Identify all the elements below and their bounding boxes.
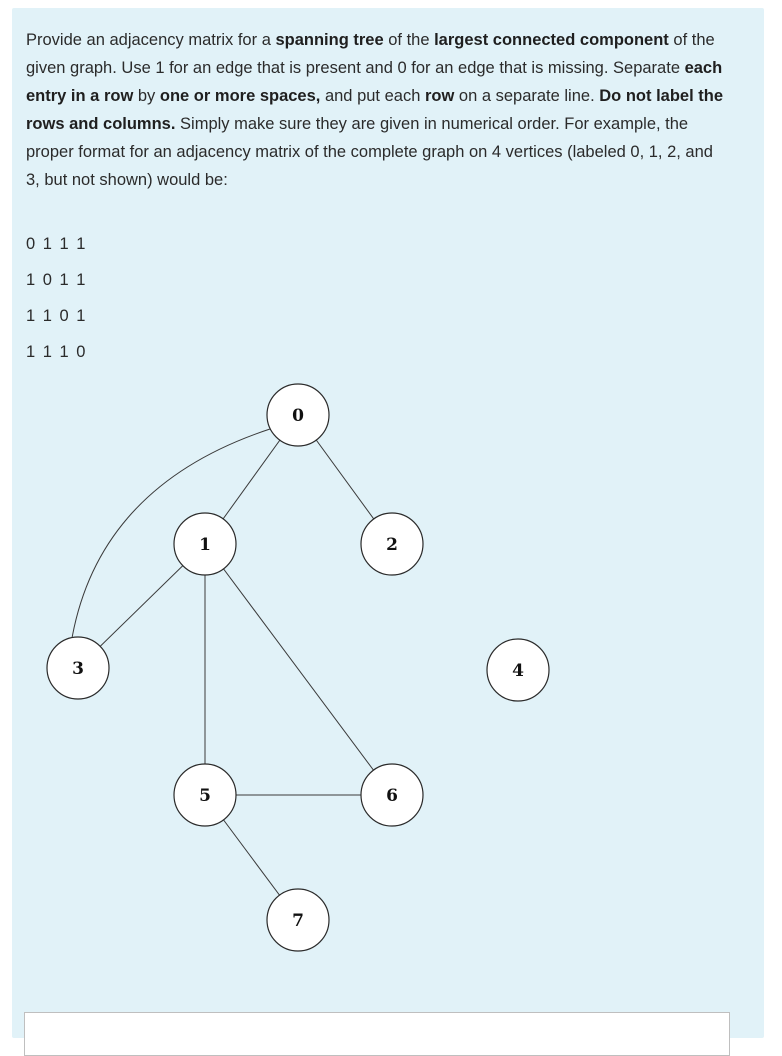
node-5 xyxy=(174,764,236,826)
node-5-label: 5 xyxy=(199,786,211,806)
node-3 xyxy=(47,637,109,699)
emphasis-spanning-tree: spanning tree xyxy=(275,31,384,49)
node-4 xyxy=(487,639,549,701)
node-7-label: 7 xyxy=(292,911,304,931)
node-1-label: 1 xyxy=(199,535,211,555)
question-text: Provide an adjacency matrix for a spanning tree of the largest connected component of the given graph. Use 1 for an edge that is present and 0 for an edge that is missing. Separate each entry in a row by one or more spaces, and put each row on a separate line. Do not label the rows and columns. Simply make sure they are given in numerical order. For example, the proper format for an adjacency matrix of the complete graph on 4 vertices (labeled 0, 1, 2, and 3, but not shown) would be: xyxy=(26,31,723,189)
node-4-label: 4 xyxy=(512,661,524,681)
matrix-row: 1 1 0 1 xyxy=(26,307,87,325)
node-6 xyxy=(361,764,423,826)
emphasis-spaces: one or more spaces, xyxy=(159,87,321,105)
emphasis-largest-component: largest connected component xyxy=(434,31,669,49)
graph-nodes xyxy=(47,384,549,951)
graph-edges xyxy=(72,415,392,920)
emphasis-each-entry: each entry in a row xyxy=(26,59,723,105)
matrix-row: 1 1 1 0 xyxy=(26,343,87,361)
node-2-label: 2 xyxy=(386,535,398,555)
edge-1-6 xyxy=(205,544,392,795)
node-1 xyxy=(174,513,236,575)
emphasis-row: row xyxy=(424,87,455,105)
answer-input[interactable] xyxy=(24,1012,730,1056)
node-0 xyxy=(267,384,329,446)
matrix-row: 1 0 1 1 xyxy=(26,271,87,289)
node-0-label: 0 xyxy=(292,406,304,426)
edge-0-3 xyxy=(72,429,270,638)
node-7 xyxy=(267,889,329,951)
matrix-row: 0 1 1 1 xyxy=(26,235,87,253)
emphasis-no-labels: Do not label the rows and columns. xyxy=(26,87,723,133)
node-6-label: 6 xyxy=(386,786,398,806)
node-3-label: 3 xyxy=(72,659,84,679)
node-2 xyxy=(361,513,423,575)
